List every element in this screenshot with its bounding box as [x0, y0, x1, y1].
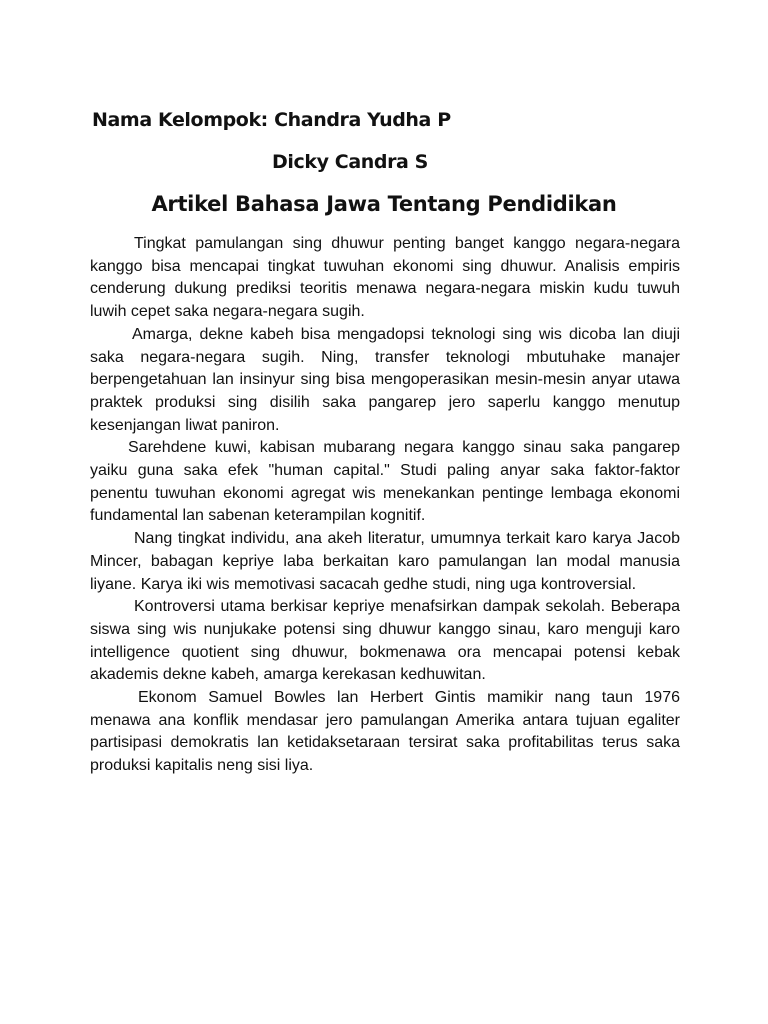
article-title: Artikel Bahasa Jawa Tentang Pendidikan: [151, 192, 617, 216]
paragraph: Nang tingkat individu, ana akeh literatur, umumnya terkait karo karya Jacob Mincer, babagan kepriye laba berkaitan karo pamulangan lan modal manusia liyane. Karya iki wis memotivasi sacacah gedhe studi, ning uga kontroversial.: [90, 530, 680, 593]
article-body: [90, 233, 680, 778]
paragraph: Kontroversi utama berkisar kepriye menafsirkan dampak sekolah. Beberapa siswa sing wis nunjukake potensi sing dhuwur kanggo sinau, karo menguji karo intelligence quotient sing dhuwur, bokmenawa ora mencapai potensi kebak akademis dekne kabeh, amarga kerekasan kedhuwitan.: [90, 598, 680, 684]
group-label: Nama Kelompok: Chandra Yudha P: [92, 109, 451, 131]
member-name: Dicky Candra S: [272, 151, 428, 173]
paragraph: Amarga, dekne kabeh bisa mengadopsi teknologi sing wis dicoba lan diuji saka negara-negara sugih. Ning, transfer teknologi mbutuhake manajer berpengetahuan lan insinyur sing bisa mengoperasikan mesin-mesin anyar utawa praktek produksi sing disilih saka pangarep jero saperlu kanggo menutup kesenjangan liwat paniron.: [90, 325, 680, 434]
paragraph: Sarehdene kuwi, kabisan mubarang negara kanggo sinau saka pangarep yaiku guna saka efek "human capital." Studi paling anyar saka faktor-faktor penentu tuwuhan ekonomi agregat wis menekankan pentinge lembaga ekonomi fundamental lan sabenan keterampilan kognitif.: [90, 439, 680, 525]
paragraph: Ekonom Samuel Bowles lan Herbert Gintis mamikir nang taun 1976 menawa ana konflik mendasar jero pamulangan Amerika antara tujuan egaliter partisipasi demokratis lan ketidaksetaraan tersirat saka profitabilitas terus saka produksi kapitalis neng sisi liya.: [90, 689, 680, 775]
paragraph: Tingkat pamulangan sing dhuwur penting banget kanggo negara-negara kanggo bisa mencapai tingkat tuwuhan ekonomi sing dhuwur. Analisis empiris cenderung dukung prediksi teoritis menawa negara-negara miskin kudu tuwuh luwih cepet saka negara-negara sugih.: [90, 235, 680, 321]
